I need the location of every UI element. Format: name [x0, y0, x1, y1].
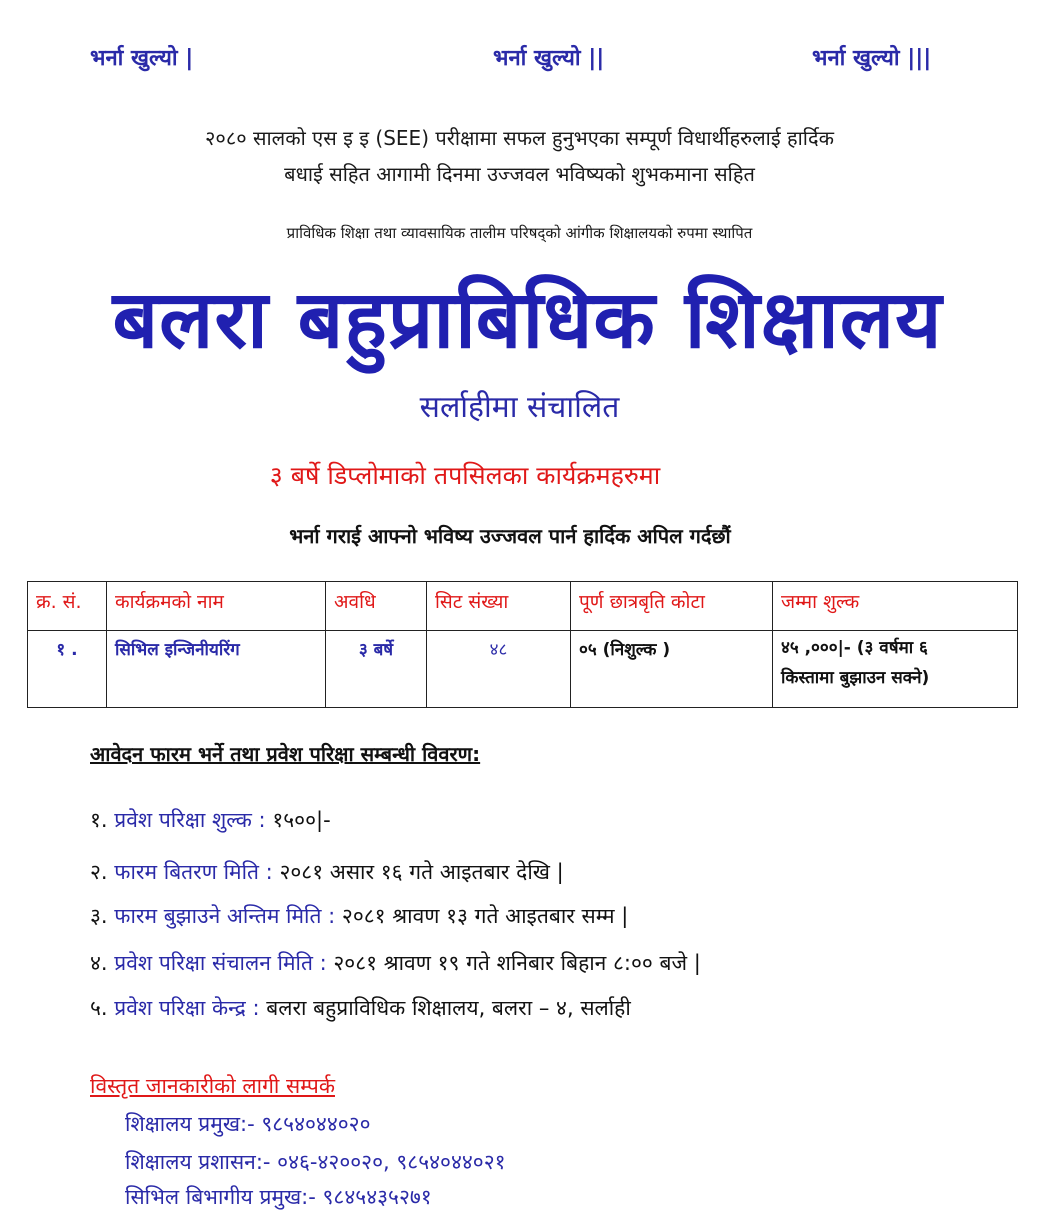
item-value: २०८१ श्रावण १३ गते आइतबार सम्म |: [341, 904, 629, 928]
table-header-row: [28, 582, 1018, 631]
location-subtitle: सर्लाहीमा संचालित: [419, 390, 620, 425]
cell-total-fee: [773, 631, 1018, 708]
admission-notice-2: भर्ना खुल्यो ||: [493, 46, 605, 71]
item-label: फारम बितरण मिति :: [114, 860, 273, 884]
cell-scholarship: ०५ (निशुल्क ): [571, 631, 773, 708]
contact-line-admin: शिक्षालय प्रशासन:- ०४६-४२००२०, ९८५४०४४०२१: [125, 1150, 506, 1174]
item-value: १५००|-: [272, 808, 331, 832]
item-label: फारम बुझाउने अन्तिम मिति :: [114, 904, 336, 928]
item-number: ४.: [90, 951, 108, 975]
item-label: प्रवेश परिक्षा केन्द्र :: [114, 996, 260, 1020]
congratulation-message: [0, 120, 1039, 192]
header-duration: अवधि: [326, 582, 427, 631]
list-item: [90, 949, 701, 977]
fee-line-2: किस्तामा बुझाउन सक्ने): [781, 668, 930, 688]
item-value: २०८१ असार १६ गते आइतबार देखि |: [279, 860, 564, 884]
admission-notice-1: भर्ना खुल्यो |: [90, 46, 194, 71]
item-number: १.: [90, 808, 108, 832]
list-item: [90, 902, 628, 930]
program-heading: ३ बर्षे डिप्लोमाको तपसिलका कार्यक्रमहरुमा: [269, 461, 661, 490]
congratulation-line-2: बधाई सहित आगामी दिनमा उज्जवल भविष्यको शुभकमाना सहित: [284, 162, 755, 186]
item-label: प्रवेश परिक्षा संचालन मिति :: [114, 951, 327, 975]
list-item: [90, 806, 331, 834]
header-total-fee: जम्मा शुल्क: [773, 582, 1018, 631]
list-item: [90, 858, 564, 886]
item-value: बलरा बहुप्राविधिक शिक्षालय, बलरा – ४, सर्लाही: [266, 996, 631, 1020]
table-row: [28, 631, 1018, 708]
fee-line-1: ४५ ,०००|- (३ वर्षमा ६: [781, 638, 928, 658]
cell-seats: ४८: [427, 631, 571, 708]
item-value: २०८१ श्रावण १९ गते शनिबार बिहान ८:०० बजे |: [333, 951, 701, 975]
congratulation-line-1: २०८० सालको एस इ इ (SEE) परीक्षामा सफल हुनुभएका सम्पूर्ण विधार्थीहरुलाई हार्दिक: [205, 126, 834, 150]
header-seats: सिट संख्या: [427, 582, 571, 631]
header-scholarship: पूर्ण छात्रबृति कोटा: [571, 582, 773, 631]
item-number: २.: [90, 860, 108, 884]
cell-duration: ३ बर्षे: [326, 631, 427, 708]
contact-heading: विस्तृत जानकारीको लागी सम्पर्क: [90, 1074, 335, 1098]
cell-serial: १ .: [28, 631, 107, 708]
item-number: ५.: [90, 996, 108, 1020]
contact-line-chief: शिक्षालय प्रमुख:- ९८५४०४४०२०: [125, 1112, 371, 1136]
header-program-name: कार्यक्रमको नाम: [107, 582, 326, 631]
cell-program: सिभिल इन्जिनीयरिंग: [107, 631, 326, 708]
application-section-heading: आवेदन फारम भर्ने तथा प्रवेश परिक्षा सम्बन्धी विवरण:: [90, 742, 481, 766]
item-number: ३.: [90, 904, 108, 928]
header-serial: क्र. सं.: [28, 582, 107, 631]
appeal-text: भर्ना गराई आफ्नो भविष्य उज्जवल पार्न हार्दिक अपिल गर्दछौं: [289, 524, 731, 548]
item-label: प्रवेश परिक्षा शुल्क :: [114, 808, 266, 832]
list-item: [90, 994, 631, 1022]
contact-line-civil-head: सिभिल बिभागीय प्रमुख:- ९८४५४३५२७१: [125, 1185, 432, 1209]
admission-notice-3: भर्ना खुल्यो |||: [812, 46, 932, 71]
program-table: [27, 581, 1018, 708]
institution-title: बलरा बहुप्राबिधिक शिक्षालय: [112, 273, 943, 366]
affiliation-text: प्राविधिक शिक्षा तथा व्यावसायिक तालीम परिषद्को आंगीक शिक्षालयको रुपमा स्थापित: [286, 224, 753, 242]
